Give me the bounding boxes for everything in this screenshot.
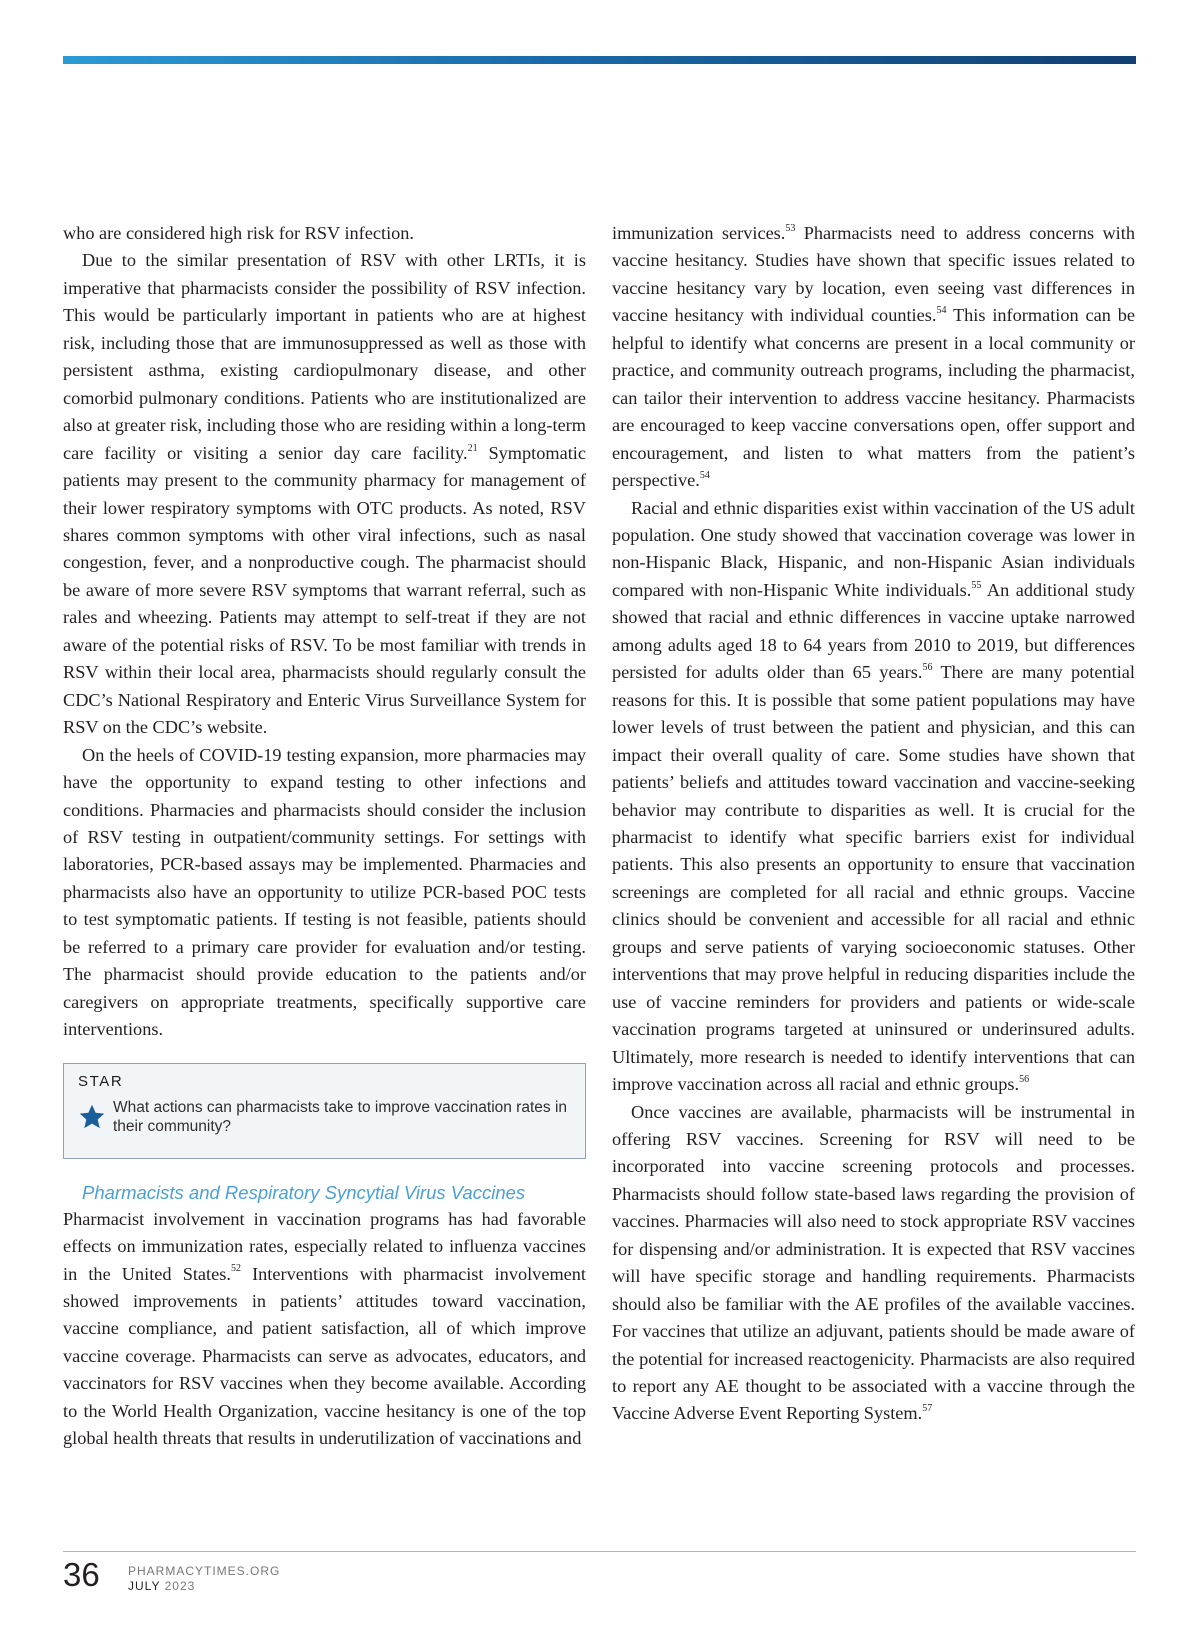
- footer-year: 2023: [164, 1579, 196, 1593]
- star-callout-heading: STAR: [78, 1072, 124, 1090]
- reference-superscript: 53: [785, 222, 796, 234]
- reference-superscript: 54: [699, 469, 710, 481]
- paragraph-text: Racial and ethnic disparities exist within vaccination of the US adult population. One study showed that vaccination coverage was lower in non-Hispanic Black, Hispanic, and non-Hispanic Asian individuals compared with non-Hispanic White individuals.: [612, 497, 1135, 600]
- header-accent-bar: [63, 56, 1136, 64]
- body-paragraph: [612, 495, 1135, 1099]
- paragraph-text: Interventions with pharmacist involvement showed improvements in patients’ attitudes toward vaccination, vaccine compliance, and patient satisfaction, all of which improve vaccine coverage. Pharmacists can serve as advocates, educators, and vaccinators for RSV vaccines when they become available. According to the World Health Organization, vaccine hesitancy is one of the top global health threats that results in underutilization of vaccinations and: [63, 1263, 586, 1449]
- left-column: [63, 220, 586, 1453]
- star-callout-row: [78, 1098, 571, 1136]
- reference-superscript: 52: [230, 1263, 241, 1275]
- paragraph-text: This information can be helpful to identify what concerns are present in a local community or practice, and community outreach programs, including the pharmacist, can tailor their intervention to address vaccine hesitancy. Pharmacists are encouraged to keep vaccine conversations open, offer support and encouragement, and listen to what matters from the patient’s perspective.: [612, 305, 1135, 491]
- reference-superscript: 55: [971, 579, 982, 591]
- star-icon: [78, 1103, 106, 1131]
- paragraph-text: immunization services.: [612, 223, 786, 243]
- paragraph-text: Symptomatic patients may present to the community pharmacy for management of their lower respiratory symptoms with OTC products. As noted, RSV shares common symptoms with other viral infections, such as nasal congestion, fever, and a nonproductive cough. The pharmacist should be aware of more severe RSV symptoms that warrant referral, such as rales and wheezing. Patients may attempt to self-treat if they are not aware of the potential risks of RSV. To be most familiar with trends in RSV within their local area, pharmacists should regularly consult the CDC’s National Respiratory and Enteric Virus Surveillance System for RSV on the CDC’s website.: [63, 442, 586, 738]
- star-callout-question: What actions can pharmacists take to improve vaccination rates in their community?: [113, 1098, 568, 1135]
- star-callout-box: [63, 1063, 586, 1159]
- section-subheading: Pharmacists and Respiratory Syncytial Virus Vaccines: [82, 1181, 526, 1203]
- reference-superscript: 56: [922, 662, 933, 674]
- page-number: 36: [63, 1556, 100, 1593]
- footer-rule: [63, 1551, 1136, 1552]
- right-column: [612, 220, 1135, 1428]
- paragraph-text: There are many potential reasons for this. It is possible that some patient populations may have lower levels of trust between the patient and physician, and this can impact their overall quality of care. Some studies have shown that patients’ beliefs and attitudes toward vaccination and vaccine-seeking behavior may contribute to disparities as well. It is crucial for the pharmacist to identify what specific barriers exist for individual patients. This also presents an opportunity to ensure that vaccination screenings are completed for all racial and ethnic groups. Vaccine clinics should be convenient and accessible for all racial and ethnic groups and serve patients of varying socioeconomic statuses. Other interventions that may prove helpful in reducing disparities include the use of vaccine reminders for providers and patients or wide-scale vaccination programs targeted at uninsured or underinsured adults. Ultimately, more research is needed to identify interventions that can improve vaccination across all racial and ethnic groups.: [612, 662, 1135, 1095]
- footer-issue-date: [128, 1579, 280, 1594]
- paragraph-text: Pharmacists need to address concerns with vaccine hesitancy. Studies have shown that specific issues related to vaccine hesitancy vary by location, even seeing vast differences in vaccine hesitancy with individual counties.: [612, 223, 1135, 326]
- reference-superscript: 57: [922, 1403, 933, 1415]
- reference-superscript: 21: [467, 442, 478, 454]
- body-paragraph: [612, 1099, 1135, 1428]
- footer-month: JULY: [128, 1579, 161, 1593]
- body-paragraph: On the heels of COVID-19 testing expansion, more pharmacies may have the opportunity to expand testing to other infections and conditions. Pharmacies and pharmacists should consider the inclusion of RSV testing in outpatient/community settings. For settings with laboratories, PCR-based assays may be implemented. Pharmacies and pharmacists also have an opportunity to utilize PCR-based POC tests to test symptomatic patients. If testing is not feasible, patients should be referred to a primary care provider for evaluation and/or testing. The pharmacist should provide education to the patients and/or caregivers on appropriate treatments, specifically supportive care interventions.: [63, 744, 586, 1040]
- footer-meta: [128, 1564, 280, 1594]
- body-paragraph: [63, 247, 586, 741]
- body-paragraph: [612, 220, 1135, 495]
- paragraph-text: Pharmacist involvement in vaccination programs has had favorable effects on immunization rates, especially related to influenza vaccines in the United States.: [63, 1208, 586, 1284]
- footer-site: PHARMACYTIMES.ORG: [128, 1564, 281, 1578]
- paragraph-text: Due to the similar presentation of RSV with other LRTIs, it is imperative that pharmacists consider the possibility of RSV infection. This would be particularly important in patients who are at highest risk, including those that are immunosuppressed as well as those with persistent asthma, existing cardiopulmonary disease, and other comorbid pulmonary conditions. Patients who are institutionalized are also at greater risk, including those who are residing within a long-term care facility or visiting a senior day care facility.: [63, 250, 586, 463]
- paragraph-text: Once vaccines are available, pharmacists will be instrumental in offering RSV vaccines. Screening for RSV will need to be incorporated into vaccine screening protocols and processes. Pharmacists should follow state-based laws regarding the provision of vaccines. Pharmacies will also need to stock appropriate RSV vaccines for dispensing and/or administration. It is expected that RSV vaccines will have specific storage and handling requirements. Pharmacists should also be familiar with the AE profiles of the available vaccines. For vaccines that utilize an adjuvant, patients should be made aware of the potential for increased reactogenicity. Pharmacists are also required to report any AE thought to be associated with a vaccine through the Vaccine Adverse Event Reporting System.: [612, 1101, 1135, 1424]
- paragraph-text: An additional study showed that racial and ethnic differences in vaccine uptake narrowed among adults aged 18 to 64 years from 2010 to 2019, but differences persisted for adults older than 65 years.: [612, 579, 1135, 683]
- reference-superscript: 56: [1019, 1073, 1030, 1085]
- reference-superscript: 54: [936, 305, 947, 317]
- body-paragraph: [63, 1206, 586, 1453]
- body-paragraph: who are considered high risk for RSV infection.: [63, 223, 414, 243]
